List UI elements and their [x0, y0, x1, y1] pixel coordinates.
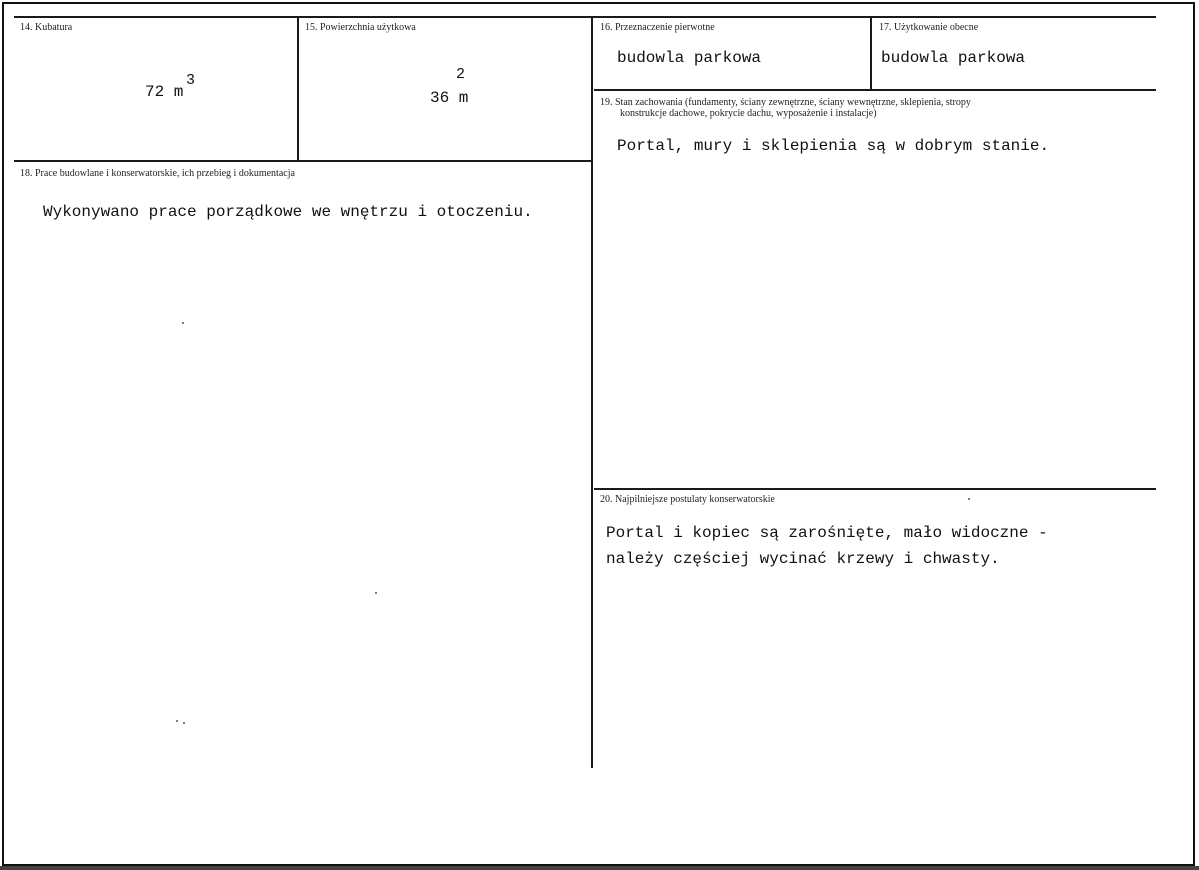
- card-bottom-edge: [0, 866, 1199, 870]
- scan-speck: [968, 498, 970, 500]
- field-value-postulaty-line2: należy częściej wycinać krzewy i chwasty.: [606, 550, 1000, 568]
- scan-speck: [176, 720, 178, 722]
- divider-14-15: [297, 16, 299, 160]
- scan-speck: [182, 322, 184, 324]
- rule-section-20: [594, 488, 1156, 490]
- field-label-kubatura: 14. Kubatura: [20, 22, 73, 33]
- scan-speck: [375, 592, 377, 594]
- powierzchnia-exponent: 2: [456, 66, 466, 83]
- divider-16-17: [870, 16, 872, 89]
- rule-below-row1-right: [594, 89, 1156, 91]
- divider-main: [591, 16, 593, 768]
- field-label-uzytkowanie: 17. Użytkowanie obecne: [879, 22, 979, 33]
- field-value-postulaty-line1: Portal i kopiec są zarośnięte, mało widoczne -: [606, 524, 1048, 542]
- field-value-kubatura: 72 m: [145, 83, 184, 101]
- field-value-powierzchnia: 36 m: [430, 89, 469, 107]
- field-label-prace: 18. Prace budowlane i konserwatorskie, ich przebieg i dokumentacja: [20, 168, 295, 179]
- field-value-stan: Portal, mury i sklepienia są w dobrym stanie.: [617, 137, 1050, 155]
- field-value-prace: Wykonywano prace porządkowe we wnętrzu i otoczeniu.: [43, 203, 533, 221]
- field-label-postulaty: 20. Najpilniejsze postulaty konserwatorskie: [600, 494, 775, 505]
- field-label-stan-line1: 19. Stan zachowania (fundamenty, ściany zewnętrzne, ściany wewnętrzne, sklepienia, stropy: [600, 97, 971, 108]
- kubatura-exponent: 3: [186, 72, 196, 89]
- top-rule: [14, 16, 1156, 18]
- field-value-uzytkowanie: budowla parkowa: [881, 49, 1026, 67]
- scan-speck: [183, 722, 185, 724]
- rule-below-row1-left: [14, 160, 592, 162]
- field-label-przeznaczenie: 16. Przeznaczenie pierwotne: [600, 22, 715, 33]
- field-value-przeznaczenie: budowla parkowa: [617, 49, 762, 67]
- field-label-powierzchnia: 15. Powierzchnia użytkowa: [305, 22, 416, 33]
- field-label-stan-line2: konstrukcje dachowe, pokrycie dachu, wyposażenie i instalacje): [620, 108, 877, 119]
